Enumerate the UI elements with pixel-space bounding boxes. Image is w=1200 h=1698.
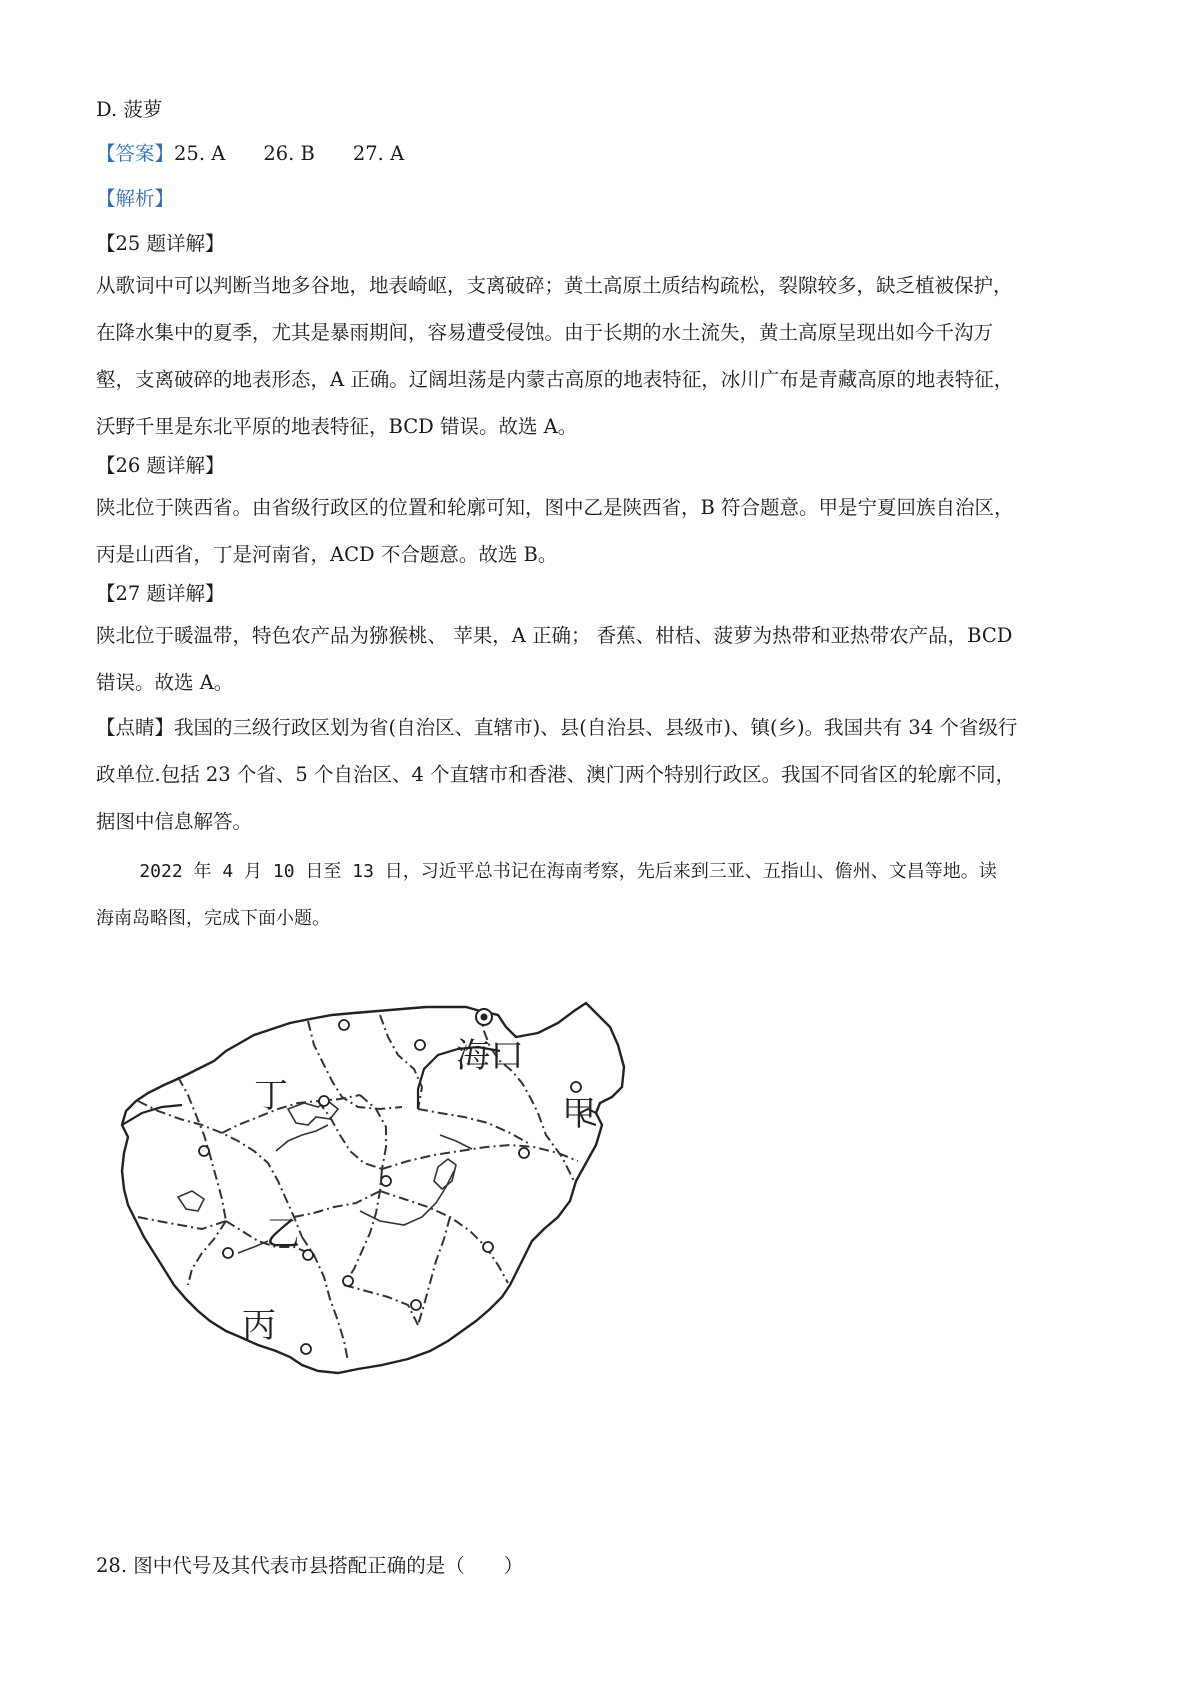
reservoir-west — [178, 1191, 204, 1211]
q26-heading: 【26 题详解】 — [96, 454, 225, 477]
label-jia: 甲 — [562, 1094, 596, 1134]
label-yi: 乙 — [266, 1214, 300, 1254]
q26-explanation — [96, 484, 1104, 578]
q28-question: 28. 图中代号及其代表市县搭配正确的是（ ） — [96, 1554, 524, 1577]
text-line: 壑，支离破碎的地表形态，A 正确。辽阔坦荡是内蒙古高原的地表特征，冰川广布是青藏高原的地表特征， — [96, 368, 1014, 391]
answer-tag: 【答案】 — [96, 142, 175, 165]
map-intro — [96, 848, 1104, 942]
haikou-city-marker — [476, 1009, 492, 1025]
point-explanation — [96, 704, 1104, 845]
answer-line — [96, 140, 404, 168]
label-haikou: 海口 — [456, 1036, 524, 1076]
label-bing: 丙 — [242, 1306, 276, 1346]
text-line: 海南岛略图，完成下面小题。 — [96, 908, 330, 929]
point-tag: 【点睛】 — [96, 716, 175, 739]
q25-heading: 【25 题详解】 — [96, 232, 225, 255]
text-line: 丙是山西省，丁是河南省，ACD 不合题意。故选 B。 — [96, 543, 558, 566]
text-line: 从歌词中可以判断当地多谷地，地表崎岖，支离破碎；黄土高原土质结构疏松，裂隙较多，缺乏植被保护， — [96, 274, 1013, 297]
q25-explanation — [96, 262, 1104, 450]
hainan-map-svg — [118, 985, 678, 1465]
q27-explanation — [96, 612, 1104, 706]
island-outline — [122, 1003, 624, 1373]
q27-heading: 【27 题详解】 — [96, 582, 225, 605]
answer-item: 25. A — [174, 142, 226, 165]
hainan-island-map — [118, 985, 678, 1465]
text-line: 2022 年 4 月 10 日至 13 日，习近平总书记在海南考察，先后来到三亚、五指山、儋州、文昌等地。读 — [96, 861, 997, 882]
text-line: 错误。故选 A。 — [96, 671, 234, 694]
option-d: D. 菠萝 — [96, 98, 163, 121]
text-line: 沃野千里是东北平原的地表特征，BCD 错误。故选 A。 — [96, 415, 578, 438]
answer-item: 26. B — [263, 142, 315, 165]
text-line: 陕北位于暖温带，特色农产品为猕猴桃、 苹果，A 正确； 香蕉、柑桔、菠萝为热带和亚热带农产品，BCD — [96, 624, 1013, 647]
reservoir-north — [288, 1101, 338, 1125]
text-line: 在降水集中的夏季，尤其是暴雨期间，容易遭受侵蚀。由于长期的水土流失，黄土高原呈现出如今千沟万 — [96, 321, 994, 344]
text-line: 陕北位于陕西省。由省级行政区的位置和轮廓可知，图中乙是陕西省，B 符合题意。甲是宁夏回族自治区， — [96, 496, 1014, 519]
text-line: 我国的三级行政区划为省(自治区、直辖市)、县(自治县、县级市)、镇(乡)。我国共有 34 个省级行 — [174, 716, 1018, 739]
analysis-tag: 【解析】 — [96, 187, 175, 210]
answer-item: 27. A — [352, 142, 405, 165]
text-line: 据图中信息解答。 — [96, 810, 253, 833]
text-line: 政单位.包括 23 个省、5 个自治区、4 个直辖市和香港、澳门两个特别行政区。我国不同省区的轮廓不同， — [96, 763, 1016, 786]
label-ding: 丁 — [254, 1076, 288, 1116]
